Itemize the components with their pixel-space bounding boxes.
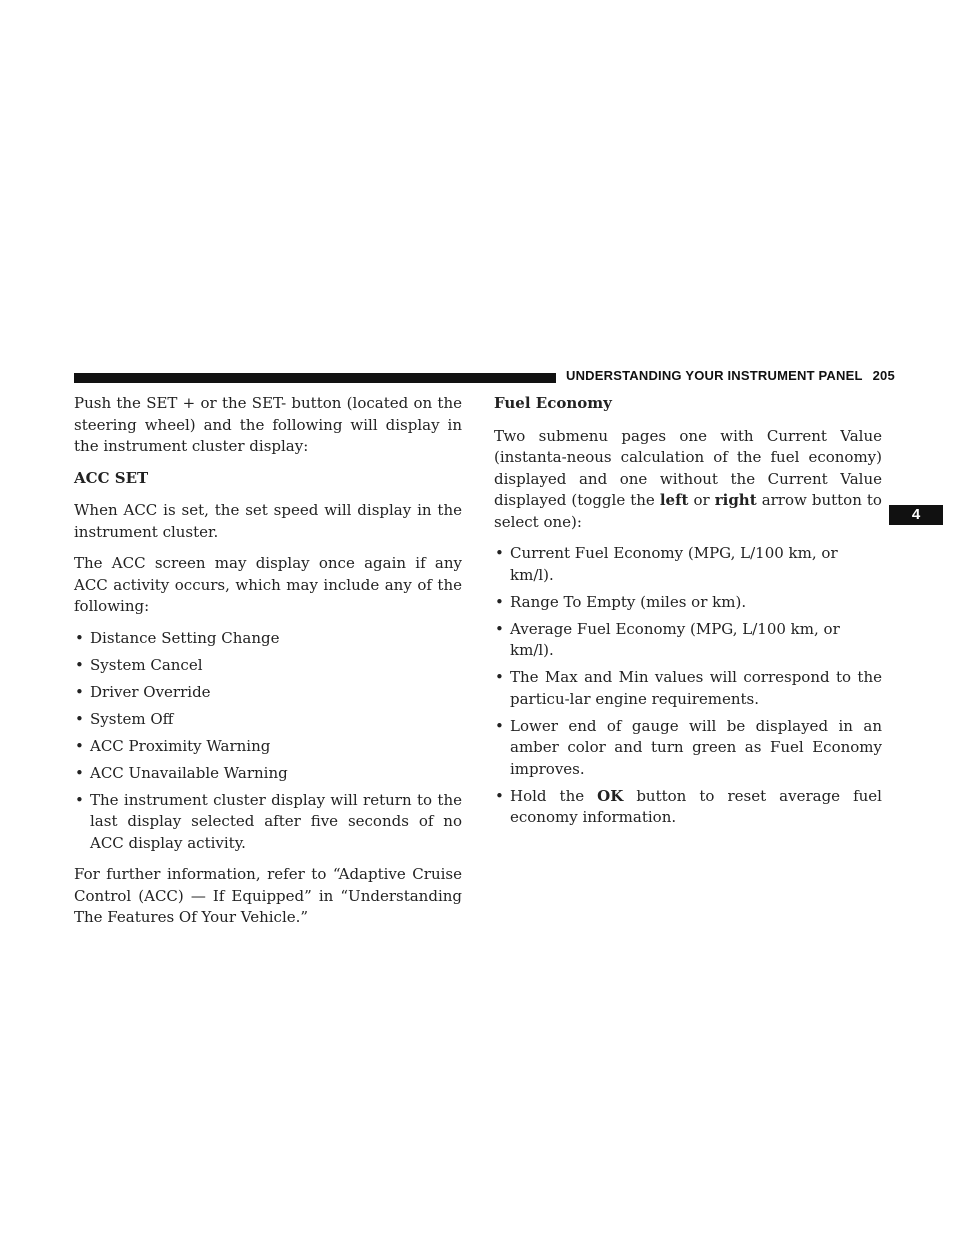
list-item: • Distance Setting Change bbox=[74, 628, 462, 650]
further-info-paragraph: For further information, refer to “Adaptive Cruise Control (ACC) — If Equipped” in “Understanding The Features Of Your Vehicle.” bbox=[74, 865, 462, 926]
fuel-economy-list bbox=[494, 543, 882, 829]
acc-set-paragraph: When ACC is set, the set speed will display in the instrument cluster. bbox=[74, 501, 462, 541]
list-item: • Range To Empty (miles or km). bbox=[494, 592, 882, 614]
list-item: • ACC Proximity Warning bbox=[74, 736, 462, 758]
acc-activity-list bbox=[74, 628, 462, 855]
section-title: UNDERSTANDING YOUR INSTRUMENT PANEL bbox=[566, 368, 863, 383]
intro-text-end: arrow button to select one): bbox=[494, 491, 882, 531]
left-keyword: left bbox=[659, 491, 689, 509]
or-word: or bbox=[693, 491, 710, 509]
list-item: • Average Fuel Economy (MPG, L/100 km, or km/l). bbox=[494, 619, 882, 662]
list-item: • System Off bbox=[74, 709, 462, 731]
list-item: • Driver Override bbox=[74, 682, 462, 704]
header-rule bbox=[74, 373, 556, 383]
intro-paragraph: Push the SET + or the SET- button (located on the steering wheel) and the following will display in the instrument cluster display: bbox=[74, 394, 462, 455]
reset-text: button to reset average fuel economy information. bbox=[510, 786, 882, 826]
list-item: • System Cancel bbox=[74, 655, 462, 677]
list-item: • The instrument cluster display will return to the last display selected after five seconds of no ACC display activity. bbox=[74, 790, 462, 855]
list-item: • Current Fuel Economy (MPG, L/100 km, or km/l). bbox=[494, 543, 882, 586]
acc-set-heading: ACC SET bbox=[74, 468, 149, 487]
running-header bbox=[566, 368, 895, 383]
intro-text: Two submenu pages one with Current Value (instanta-neous calculation of the fuel economy) displayed and one without the Current Value displayed (toggle the bbox=[494, 426, 882, 509]
fuel-economy-heading: Fuel Economy bbox=[494, 394, 612, 412]
ok-button-label: OK bbox=[597, 786, 624, 805]
right-column bbox=[494, 393, 882, 839]
list-item: • The Max and Min values will correspond to the particu-lar engine requirements. bbox=[494, 667, 882, 710]
fuel-economy-intro bbox=[494, 426, 882, 534]
acc-screen-paragraph: The ACC screen may display once again if any ACC activity occurs, which may include any of the following: bbox=[74, 554, 462, 615]
left-column bbox=[74, 393, 462, 939]
page-number: 205 bbox=[872, 368, 895, 383]
list-item bbox=[494, 786, 882, 829]
right-keyword: right bbox=[714, 491, 757, 509]
list-item: • Lower end of gauge will be displayed in an amber color and turn green as Fuel Economy improves. bbox=[494, 716, 882, 781]
hold-text: Hold the bbox=[510, 786, 585, 805]
list-item: • ACC Unavailable Warning bbox=[74, 763, 462, 785]
chapter-tab: 4 bbox=[889, 505, 943, 525]
